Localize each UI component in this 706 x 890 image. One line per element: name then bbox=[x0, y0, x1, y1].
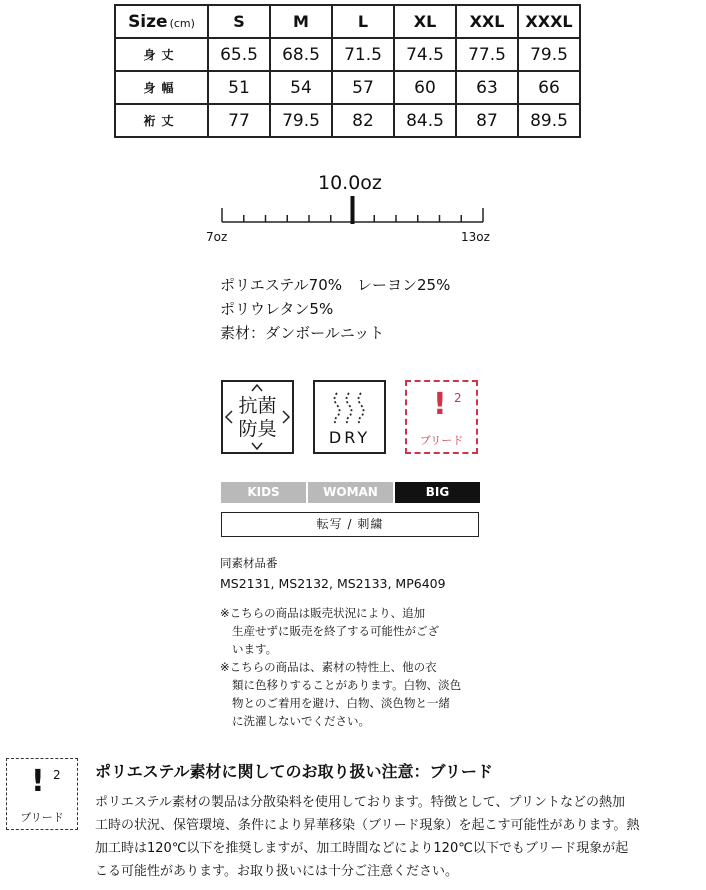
table-cell: 66 bbox=[518, 71, 580, 104]
weight-marker bbox=[351, 196, 355, 224]
composition-line: ポリウレタン5% bbox=[220, 300, 334, 318]
footer-line: 工時の状況、保管環境、条件により昇華移染（ブリード現象）を起こす可能性があります。熱 bbox=[95, 818, 640, 833]
size-col-xl: XL bbox=[394, 5, 456, 38]
table-row bbox=[115, 104, 580, 137]
table-cell: 77.5 bbox=[456, 38, 518, 71]
table-cell: 82 bbox=[332, 104, 394, 137]
table-cell: 79.5 bbox=[518, 38, 580, 71]
note-discontinue bbox=[220, 604, 470, 658]
print-method: 転写 / 刺繍 bbox=[221, 512, 479, 537]
antibacterial-label: 抗菌 bbox=[238, 395, 277, 417]
table-row bbox=[115, 71, 580, 104]
size-table bbox=[114, 4, 581, 138]
exclamation-icon: ! bbox=[433, 387, 447, 422]
footer-bleed-badge bbox=[6, 758, 78, 830]
category-kids: KIDS bbox=[221, 482, 306, 503]
note-line: ※こちらの商品は、素材の特性上、他の衣 bbox=[220, 660, 437, 674]
footer-line: 加工時は120℃以下を推奨しますが、加工時間などにより120℃以下でもブリード現象が起 bbox=[95, 841, 629, 856]
row-label-length: 身丈 bbox=[115, 38, 208, 71]
table-row bbox=[115, 38, 580, 71]
table-cell: 54 bbox=[270, 71, 332, 104]
table-cell: 71.5 bbox=[332, 38, 394, 71]
note-line: ※こちらの商品は販売状況により、追加 bbox=[220, 606, 426, 620]
material-line: 素材：ダンボールニット bbox=[220, 324, 385, 342]
footer-line: こる可能性があります。お取り扱いには十分ご注意ください。 bbox=[95, 864, 458, 879]
table-cell: 57 bbox=[332, 71, 394, 104]
related-items-title: 同素材品番 bbox=[220, 556, 278, 570]
deodorant-label: 防臭 bbox=[238, 418, 277, 440]
note-color-transfer bbox=[220, 658, 470, 730]
table-cell: 60 bbox=[394, 71, 456, 104]
table-cell: 89.5 bbox=[518, 104, 580, 137]
footer-body bbox=[95, 791, 700, 883]
table-cell: 84.5 bbox=[394, 104, 456, 137]
size-header-row bbox=[115, 5, 580, 38]
size-col-xxl: XXL bbox=[456, 5, 518, 38]
table-cell: 79.5 bbox=[270, 104, 332, 137]
note-line: 生産せずに販売を終了する可能性がござ bbox=[232, 624, 439, 638]
note-line: に洗濯しないでください。 bbox=[232, 714, 370, 728]
dry-badge bbox=[313, 380, 386, 454]
bleed-number: 2 bbox=[53, 768, 61, 782]
size-col-s: S bbox=[208, 5, 270, 38]
scale-min-label: 7oz bbox=[206, 230, 228, 244]
size-header-label: Size (cm) bbox=[115, 5, 208, 38]
table-cell: 51 bbox=[208, 71, 270, 104]
note-line: 物とのご着用を避け、白物、淡色物と一緒 bbox=[232, 696, 451, 710]
size-col-m: M bbox=[270, 5, 332, 38]
note-line: います。 bbox=[232, 642, 278, 656]
antibacterial-badge bbox=[221, 380, 294, 454]
arrows-icon bbox=[223, 382, 292, 452]
category-woman: WOMAN bbox=[308, 482, 393, 503]
footer-line: ポリエステル素材の製品は分散染料を使用しております。特徴として、プリントなどの熱加 bbox=[95, 795, 626, 810]
bleed-badge bbox=[405, 380, 478, 454]
table-cell: 65.5 bbox=[208, 38, 270, 71]
dry-label: DRY bbox=[328, 428, 371, 447]
size-col-l: L bbox=[332, 5, 394, 38]
exclamation-icon: ! bbox=[31, 764, 45, 799]
table-cell: 68.5 bbox=[270, 38, 332, 71]
bleed-label: ブリード bbox=[419, 434, 464, 447]
category-big: BIG bbox=[395, 482, 480, 503]
weight-scale bbox=[215, 195, 491, 231]
bleed-label: ブリード bbox=[20, 811, 64, 824]
table-cell: 74.5 bbox=[394, 38, 456, 71]
table-cell: 87 bbox=[456, 104, 518, 137]
fabric-weight-label: 10.0oz bbox=[318, 172, 382, 194]
table-cell: 63 bbox=[456, 71, 518, 104]
table-cell: 77 bbox=[208, 104, 270, 137]
row-label-sleeve: 裄丈 bbox=[115, 104, 208, 137]
row-label-width: 身幅 bbox=[115, 71, 208, 104]
related-items-list: MS2131, MS2132, MS2133, MP6409 bbox=[220, 576, 446, 591]
moisture-wave-icon bbox=[329, 391, 371, 425]
bleed-number: 2 bbox=[454, 391, 462, 405]
note-line: 類に色移りすることがあります。白物、淡色 bbox=[232, 678, 462, 692]
scale-max-label: 13oz bbox=[461, 230, 490, 244]
size-col-xxxl: XXXL bbox=[518, 5, 580, 38]
footer-title: ポリエステル素材に関してのお取り扱い注意：ブリード bbox=[95, 762, 493, 781]
composition-line: ポリエステル70% レーヨン25% bbox=[220, 276, 451, 294]
